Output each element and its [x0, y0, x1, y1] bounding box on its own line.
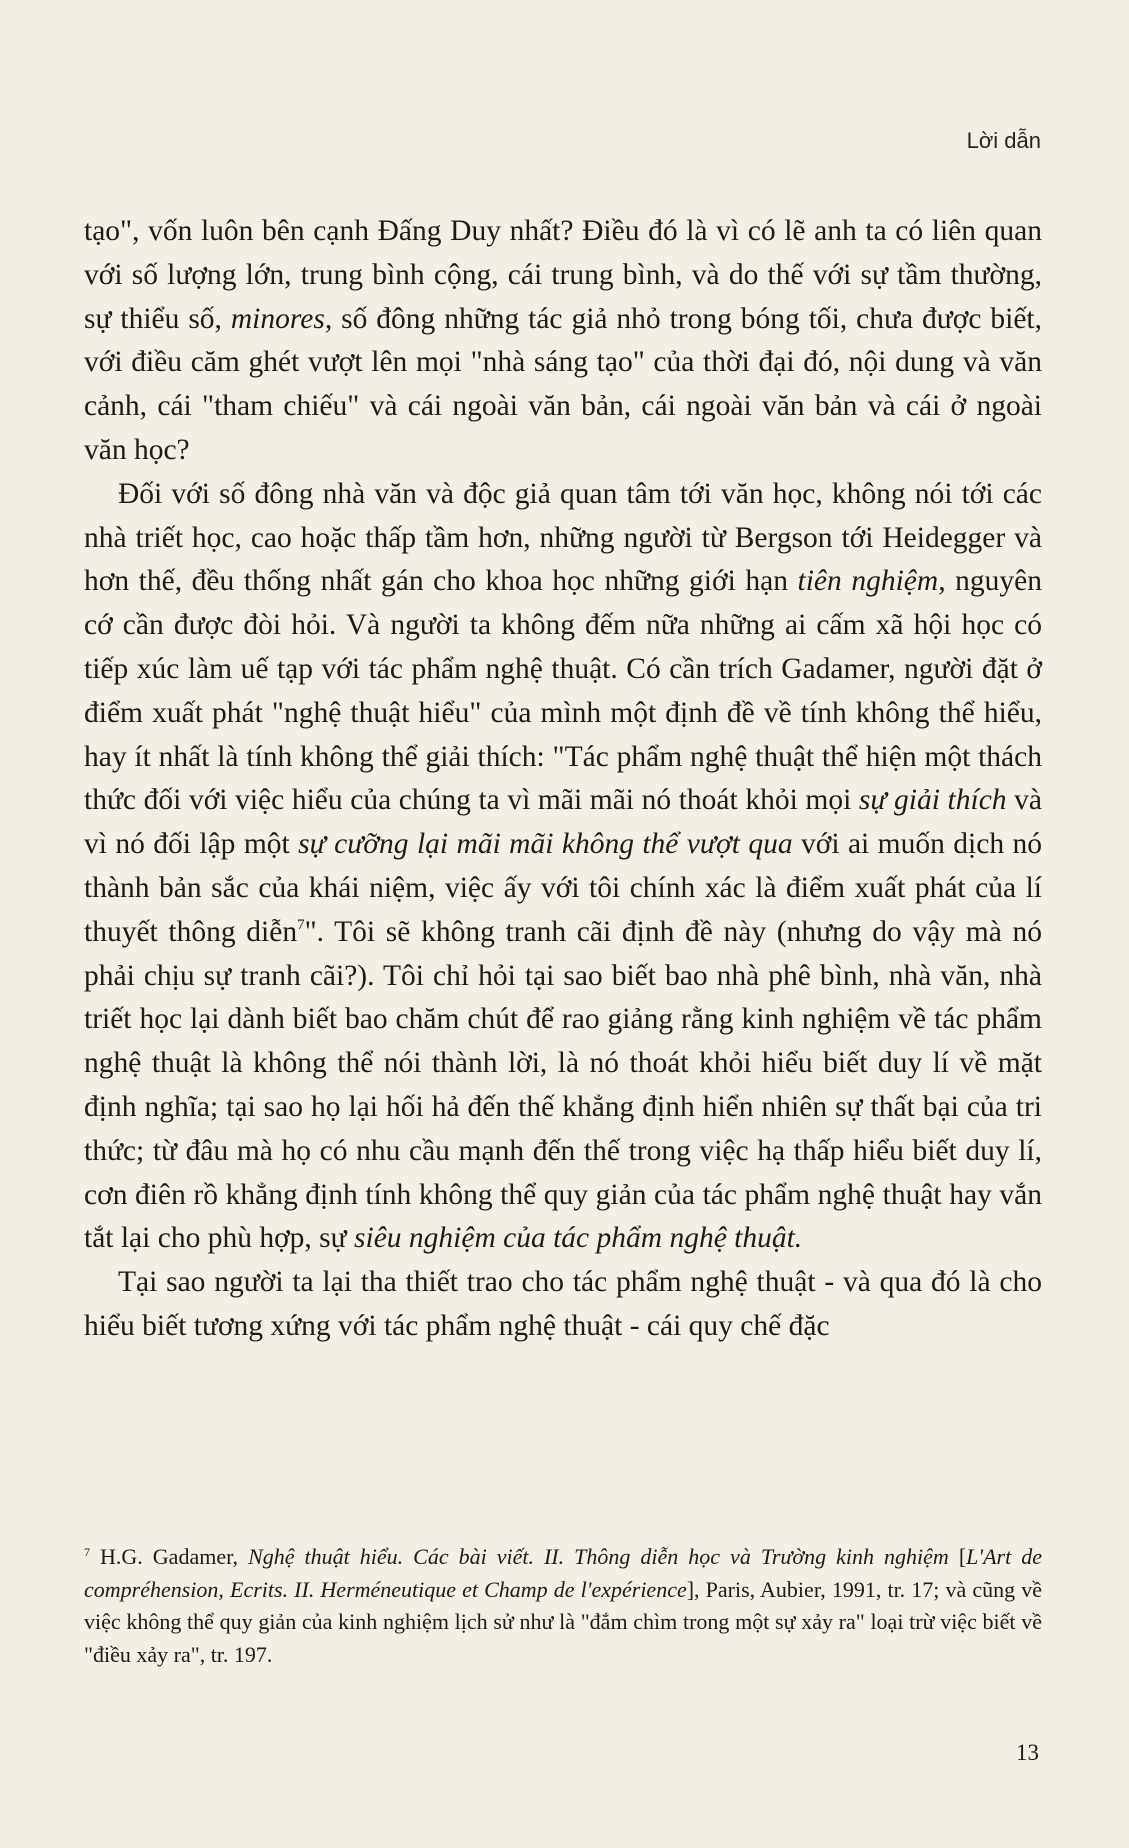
running-head: Lời dẫn — [966, 128, 1041, 153]
paragraph-1: tạo", vốn luôn bên cạnh Đấng Duy nhất? Điều đó là vì có lẽ anh ta có liên quan với số lượng lớn, trung bình cộng, cái trung bình, và do thế với sự tầm thường, sự thiểu số, minores, số đông những tác giả nhỏ trong bóng tối, chưa được biết, với điều căm ghét vượt lên mọi "nhà sáng tạo" của thời đại đó, nội dung và văn cảnh, cái "tham chiếu" và cái ngoài văn bản, cái ngoài văn bản và cái ở ngoài văn học? — [84, 215, 1043, 466]
body-text — [84, 210, 1042, 1349]
footnote: $^7$ H.G. Gadamer, Nghệ thuật hiểu. Các bài viết. II. Thông diễn học và Trường kinh nghiệm [L'Art de compréhension, Ecrits. II. Herméneutique et Champ de l'expérience], Paris, Aubier, 1991, tr. 17; và cũng về việc không thể quy giản của kinh nghiệm lịch sử như là "đắm chìm trong một sự xảy ra" loại trừ việc biết về "điều xảy ra", tr. 197. — [84, 1544, 1043, 1667]
paragraph-3: Tại sao người ta lại tha thiết trao cho tác phẩm nghệ thuật - và qua đó là cho hiểu biết tương xứng với tác phẩm nghệ thuật - cái quy chế đặc — [84, 1266, 1042, 1342]
footnote-number: 7 — [84, 1545, 90, 1559]
paragraph-2: Đối với số đông nhà văn và độc giả quan tâm tới văn học, không nói tới các nhà triết học, cao hoặc thấp tầm hơn, những người từ Bergson tới Heidegger và hơn thế, đều thống nhất gán cho khoa học những giới hạn tiên nghiệm, nguyên cớ cần được đòi hỏi. Và người ta không đếm nữa những ai cấm xã hội học có tiếp xúc làm uế tạp với tác phẩm nghệ thuật. Có cần trích Gadamer, người đặt ở điểm xuất phát "nghệ thuật hiểu" của mình một định đề về tính không thể hiểu, hay ít nhất là tính không thể giải thích: "Tác phẩm nghệ thuật thể hiện một thách thức đối với việc hiểu của chúng ta vì mãi mãi nó thoát khỏi mọi sự giải thích và vì nó đối lập một sự cưỡng lại mãi mãi không thể vượt qua với ai muốn dịch nó thành bản sắc của khái niệm, việc ấy với tôi chính xác là điểm xuất phát của lí thuyết thông diễn$^7$". Tôi sẽ không tranh cãi định đề này (nhưng do vậy mà nó phải chịu sự tranh cãi?). Tôi chỉ hỏi tại sao biết bao nhà phê bình, nhà văn, nhà triết học lại dành biết bao chăm chút để rao giảng rằng kinh nghiệm về tác phẩm nghệ thuật là không thể nói thành lời, là nó thoát khỏi hiểu biết duy lí về mặt định nghĩa; tại sao họ lại hối hả đến thế khẳng định hiển nhiên sự thất bại của tri thức; từ đâu mà họ có nhu cầu mạnh đến thế trong việc hạ thấp hiểu biết duy lí, cơn điên rồ khẳng định tính không thể quy giản của tác phẩm nghệ thuật hay vắn tắt lại cho phù hợp, sự siêu nghiệm của tác phẩm nghệ thuật. — [84, 477, 1043, 1255]
page-number: 13 — [1016, 1740, 1039, 1765]
footnote-reference[interactable]: 7 — [297, 916, 305, 933]
